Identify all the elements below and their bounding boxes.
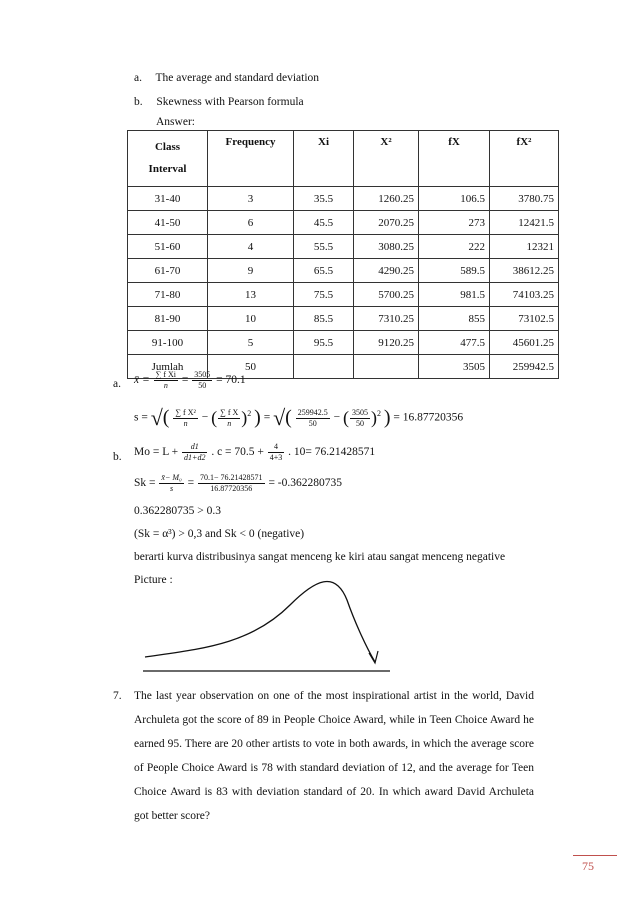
table-row bbox=[128, 283, 559, 307]
sd-fraction-3: $\frac{259942.5}{50}$ bbox=[297, 407, 328, 428]
task-item-a-text: The average and standard deviation bbox=[155, 72, 320, 84]
table-row bbox=[128, 211, 559, 235]
table-cell: 589.5 bbox=[419, 259, 490, 283]
table-row bbox=[128, 307, 559, 331]
task-item-a bbox=[134, 72, 319, 84]
table-cell: 3505 bbox=[419, 355, 490, 379]
table-cell: 81-90 bbox=[128, 307, 208, 331]
mean-result: = 70.1 bbox=[216, 374, 246, 387]
table-cell: 65.5 bbox=[294, 259, 354, 283]
table-cell: 91-100 bbox=[128, 331, 208, 355]
skewed-curve-figure bbox=[140, 575, 420, 675]
table-cell bbox=[294, 355, 354, 379]
table-cell: Jumlah bbox=[128, 355, 208, 379]
table-cell: 55.5 bbox=[294, 235, 354, 259]
mode-result: . 10= 76.21428571 bbox=[288, 446, 376, 459]
table-cell: 273 bbox=[419, 211, 490, 235]
table-cell: 9120.25 bbox=[354, 331, 419, 355]
sd-fraction-2: $\frac{\text{∑ f X}}{n}$ bbox=[220, 407, 239, 428]
col-frequency: Frequency bbox=[208, 131, 294, 187]
sd-fraction-1: $\frac{\text{∑ f X²}}{n}$ bbox=[175, 407, 196, 428]
table-cell: 5700.25 bbox=[354, 283, 419, 307]
frequency-table bbox=[127, 130, 559, 379]
table-row bbox=[128, 259, 559, 283]
table-cell: 4 bbox=[208, 235, 294, 259]
table-cell: 477.5 bbox=[419, 331, 490, 355]
table-header-row bbox=[128, 131, 559, 187]
table-cell: 12421.5 bbox=[490, 211, 559, 235]
mode-fraction-1: $\frac{d1}{d1+d2}$ bbox=[184, 442, 206, 462]
condition-line: (Sk = α³) > 0,3 and Sk < 0 (negative) bbox=[134, 528, 305, 540]
table-cell: 61-70 bbox=[128, 259, 208, 283]
table-cell: 51-60 bbox=[128, 235, 208, 259]
sk-lhs: Sk = bbox=[134, 477, 156, 490]
table-cell: 35.5 bbox=[294, 187, 354, 211]
table-cell: 9 bbox=[208, 259, 294, 283]
table-row bbox=[128, 235, 559, 259]
sd-result: = 16.87720356 bbox=[393, 411, 464, 424]
task-item-b-text: Skewness with Pearson formula bbox=[156, 96, 304, 108]
table-row bbox=[128, 331, 559, 355]
mode-fraction-2: $\frac{4}{4+3}$ bbox=[269, 442, 283, 462]
task-item-b bbox=[134, 96, 304, 108]
sd-lhs: s = bbox=[134, 411, 148, 424]
mode-lhs: Mo = L + bbox=[134, 446, 179, 459]
mean-formula: x̄ = $\frac{\text{∑ f Xi}}{n}$ = $\frac{3505}{50}$ = 70.1 bbox=[134, 370, 246, 390]
skewed-curve bbox=[145, 581, 375, 662]
table-cell: 259942.5 bbox=[490, 355, 559, 379]
table-cell: 3 bbox=[208, 187, 294, 211]
table-cell: 222 bbox=[419, 235, 490, 259]
solution-a-letter: a. bbox=[113, 378, 121, 390]
solution-b-letter: b. bbox=[113, 451, 122, 463]
task-item-a-letter: a. bbox=[134, 72, 142, 84]
col-x2: X² bbox=[354, 131, 419, 187]
col-xi: Xi bbox=[294, 131, 354, 187]
comparison-line: 0.362280735 > 0.3 bbox=[134, 505, 221, 517]
table-cell: 855 bbox=[419, 307, 490, 331]
table-cell: 85.5 bbox=[294, 307, 354, 331]
table-cell: 1260.25 bbox=[354, 187, 419, 211]
col-class-interval: Class Interval bbox=[128, 131, 208, 187]
table-cell: 4290.25 bbox=[354, 259, 419, 283]
table-cell: 73102.5 bbox=[490, 307, 559, 331]
skewness-formula: Sk = $\frac{\text{x̄− M₀}}{s}$ = $\frac{70.1- 76.21428571}{16.87720356}$ = -0.362280735 bbox=[134, 473, 343, 493]
table-cell bbox=[354, 355, 419, 379]
mean-fraction-2: $\frac{3505}{50}$ bbox=[194, 370, 211, 390]
table-cell: 106.5 bbox=[419, 187, 490, 211]
table-cell: 50 bbox=[208, 355, 294, 379]
problem-7-text: The last year observation on one of the most inspirational artist in the world, David Archuleta got the score of 89 in People Choice Award, while in Teen Choice Award he earned 95. There are 20 other artists to vote in both awards, in which the average score of People Choice Award is 78 with standard deviation of 12, and the average for Teen Choice Award is 83 with deviation standard of 20. In which award David Archuleta got better score? bbox=[134, 690, 534, 822]
page-number-rule bbox=[573, 855, 617, 856]
answer-label: Answer: bbox=[156, 116, 195, 128]
table-cell: 981.5 bbox=[419, 283, 490, 307]
table-cell: 95.5 bbox=[294, 331, 354, 355]
table-cell: 3780.75 bbox=[490, 187, 559, 211]
table-cell: 38612.25 bbox=[490, 259, 559, 283]
table-cell: 12321 bbox=[490, 235, 559, 259]
col-fx: fX bbox=[419, 131, 490, 187]
table-cell: 3080.25 bbox=[354, 235, 419, 259]
table-cell: 45601.25 bbox=[490, 331, 559, 355]
sd-fraction-4: $\frac{3505}{50}$ bbox=[351, 407, 368, 428]
problem-7-number: 7. bbox=[113, 690, 122, 702]
table-cell: 13 bbox=[208, 283, 294, 307]
table-cell: 71-80 bbox=[128, 283, 208, 307]
table-cell: 10 bbox=[208, 307, 294, 331]
table-cell: 5 bbox=[208, 331, 294, 355]
table-cell: 45.5 bbox=[294, 211, 354, 235]
table-cell: 75.5 bbox=[294, 283, 354, 307]
conclusion-line: berarti kurva distribusinya sangat menceng ke kiri atau sangat menceng negative bbox=[134, 551, 506, 563]
picture-label: Picture : bbox=[134, 574, 173, 586]
table-cell: 74103.25 bbox=[490, 283, 559, 307]
sk-result: = -0.362280735 bbox=[268, 477, 343, 490]
col-fx2: fX² bbox=[490, 131, 559, 187]
page-number: 75 bbox=[582, 859, 594, 873]
task-item-b-letter: b. bbox=[134, 96, 143, 108]
mode-mid: . c = 70.5 + bbox=[211, 446, 264, 459]
mode-formula bbox=[134, 442, 375, 463]
table-cell: 41-50 bbox=[128, 211, 208, 235]
table-row bbox=[128, 187, 559, 211]
sd-formula: s = √( $\frac{\text{∑ f X²}}{n}$ − ( $\frac{\text{∑ f X}}{n}$ )$^2$ ) = √( $\frac{259942.5}{50}$ − ( $\frac{3505}{50}$ )$^2$ ) = 16.87720356 bbox=[134, 405, 464, 430]
table-cell: 6 bbox=[208, 211, 294, 235]
table-cell: 31-40 bbox=[128, 187, 208, 211]
mean-fraction-1: $\frac{\text{∑ f Xi}}{n}$ bbox=[155, 370, 176, 390]
sk-fraction-2: $\frac{70.1- 76.21428571}{16.87720356}$ bbox=[200, 473, 263, 493]
table-cell: 2070.25 bbox=[354, 211, 419, 235]
sk-fraction-1: $\frac{\text{x̄− M₀}}{s}$ bbox=[161, 473, 182, 493]
mean-lhs: x̄ = bbox=[134, 374, 150, 387]
table-cell: 7310.25 bbox=[354, 307, 419, 331]
